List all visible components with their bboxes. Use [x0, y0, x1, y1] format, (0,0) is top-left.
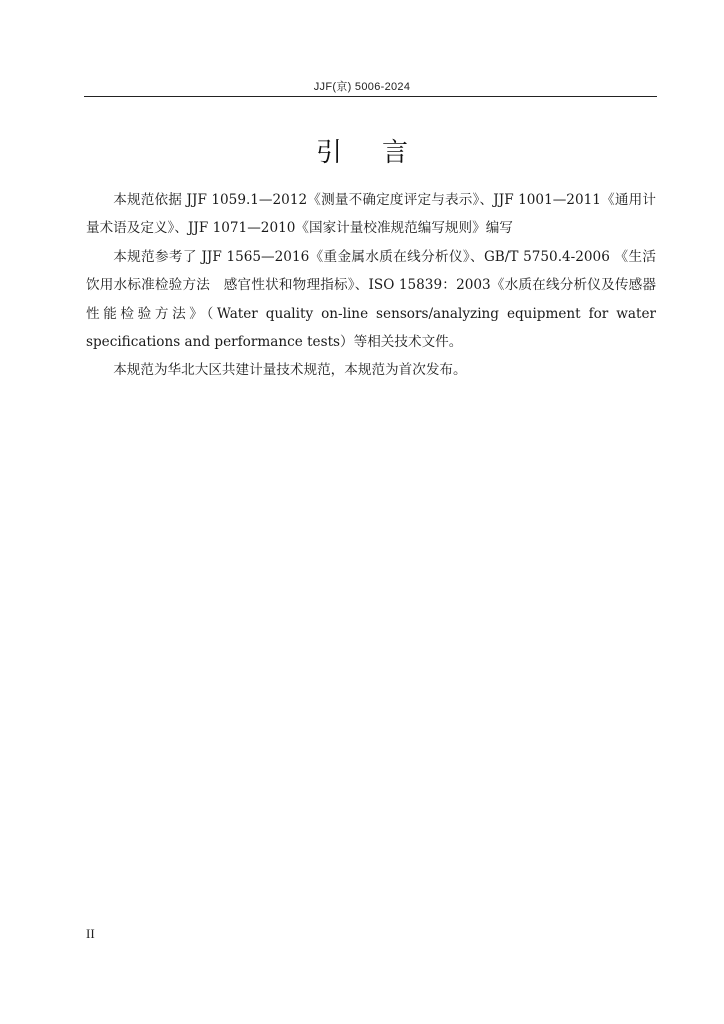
document-code-header: JJF(京) 5006-2024 — [313, 81, 411, 93]
section-title: 引言 — [315, 138, 448, 168]
page-number: II — [86, 926, 95, 941]
document-body — [86, 186, 656, 385]
paragraph-references: 本规范参考了 JJF 1565—2016《重金属水质在线分析仪》、GB/T 5750.4-2006 《生活饮用水标准检验方法 感官性状和物理指标》、ISO 15839：2003《水质在线分析仪及传感器性能检验方法》（Water quality on-line sensors/analyzing equipment for water specifications and performance tests）等相关技术文件。 — [86, 248, 656, 351]
paragraph-release-note: 本规范为华北大区共建计量技术规范，本规范为首次发布。 — [113, 362, 467, 379]
paragraph-basis: 本规范依据 JJF 1059.1—2012《测量不确定度评定与表示》、JJF 1001—2011《通用计量术语及定义》、JJF 1071—2010《国家计量校准规范编写规则》编写 — [86, 192, 656, 237]
header-divider — [84, 96, 657, 97]
